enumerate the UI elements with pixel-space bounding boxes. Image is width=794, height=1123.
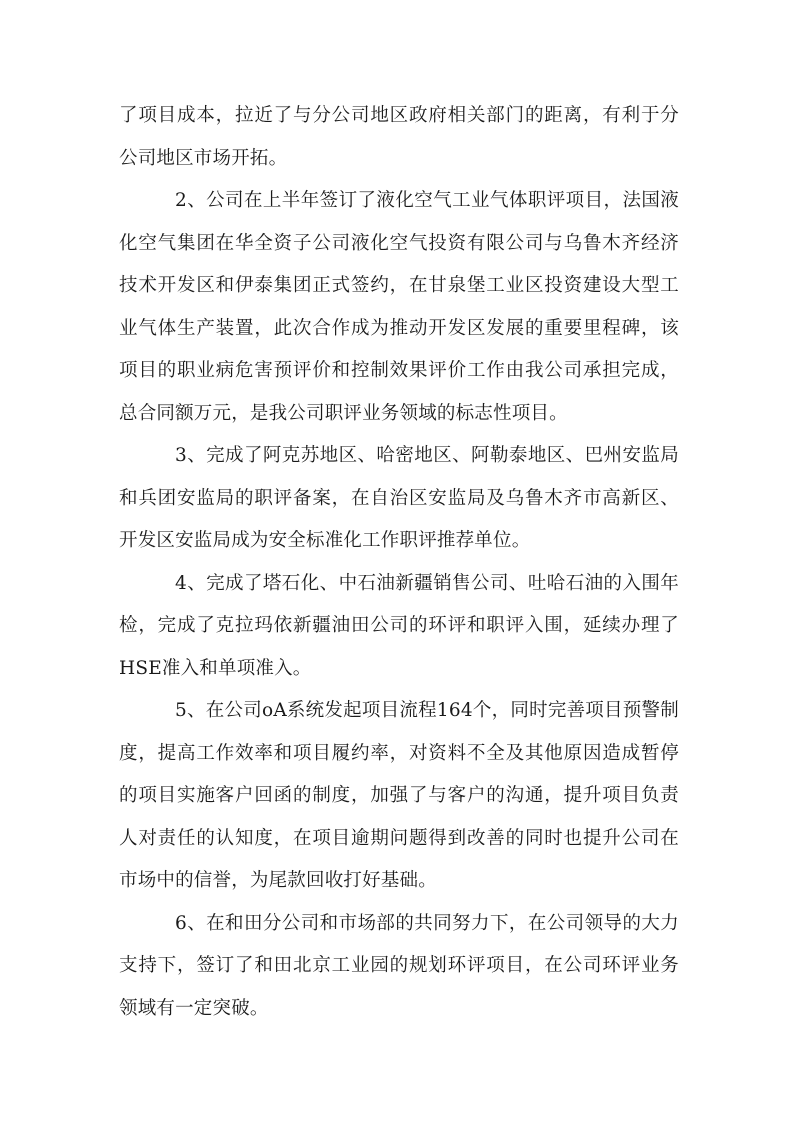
paragraph-continuation: 了项目成本，拉近了与分公司地区政府相关部门的距离，有利于分公司地区市场开拓。 xyxy=(119,105,679,169)
paragraph-item-3: 3、完成了阿克苏地区、哈密地区、阿勒泰地区、巴州安监局和兵团安监局的职评备案，在自治区安监局及乌鲁木齐市高新区、开发区安监局成为安全标准化工作职评推荐单位。 xyxy=(119,445,679,551)
paragraph-item-4: 4、完成了塔石化、中石油新疆销售公司、吐哈石油的入围年检，完成了克拉玛依新疆油田公司的环评和职评入围，延续办理了HSE准入和单项准入。 xyxy=(119,572,679,679)
paragraph-item-5: 5、在公司oA系统发起项目流程164个，同时完善项目预警制度，提高工作效率和项目履约率，对资料不全及其他原因造成暂停的项目实施客户回函的制度，加强了与客户的沟通，提升项目负责人对责任的认知度，在项目逾期问题得到改善的同时也提升公司在市场中的信誉，为尾款回收打好基础。 xyxy=(119,700,679,891)
paragraph-item-6: 6、在和田分公司和市场部的共同努力下，在公司领导的大力支持下，签订了和田北京工业园的规划环评项目，在公司环评业务领域有一定突破。 xyxy=(119,912,679,1019)
document-body xyxy=(119,95,679,1030)
paragraph-item-2: 2、公司在上半年签订了液化空气工业气体职评项目，法国液化空气集团在华全资子公司液化空气投资有限公司与乌鲁木齐经济技术开发区和伊泰集团正式签约，在甘泉堡工业区投资建设大型工业气体生产装置，此次合作成为推动开发区发展的重要里程碑，该项目的职业病危害预评价和控制效果评价工作由我公司承担完成，总合同额万元，是我公司职评业务领域的标志性项目。 xyxy=(119,190,679,424)
